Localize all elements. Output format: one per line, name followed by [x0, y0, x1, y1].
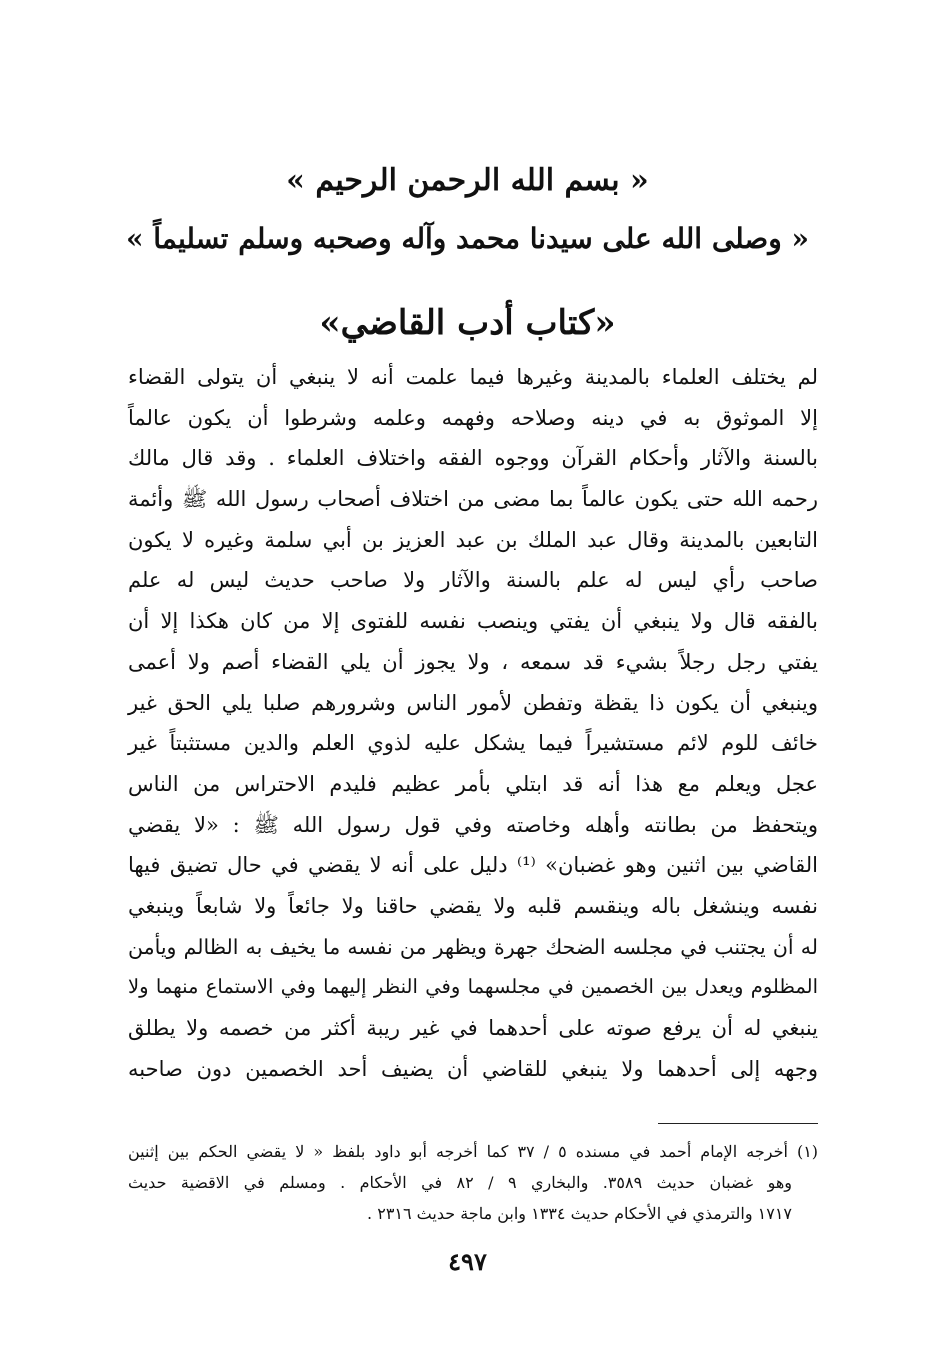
text-line: إلا الموثوق به في دينه وصلاحه وفهمه وعلمه وشرطوا أن يكون عالماً [128, 405, 818, 430]
salawat-heading: « وصلى الله على سيدنا محمد وآله وصحبه وسلم تسليماً » [126, 222, 809, 255]
text-line: وجهه إلى أحدهما ولا ينبغي للقاضي أن يضيف أحد الخصمين دون صاحبه [128, 1056, 818, 1081]
text-line: وينبغي أن يكون ذا يقظة وتفطن لأمور الناس وشرورهم صلبا يلي الحق غير [128, 690, 818, 715]
text-line: ينبغي له أن يرفع صوته على أحدهما في غير ريبة أكثر من خصمه ولا يطلق [128, 1016, 818, 1040]
text-line: عجل ويعلم مع هذا أنه قد ابتلي بأمر عظيم فليدم الاحتراس من الناس [128, 771, 818, 796]
footnote-divider [658, 1123, 818, 1124]
chapter-title: «كتاب أدب القاضي» [319, 303, 616, 343]
text-line: رحمه الله حتى يكون عالماً بما مضى من اختلاف أصحاب رسول الله ﷺ وأئمة [128, 487, 818, 512]
text-line: صاحب رأي ليس له علم بالسنة والآثار ولا صاحب حديث ليس له علم [128, 568, 818, 593]
text-line: بالسنة والآثار وأحكام القرآن ووجوه الفقه واختلاف العلماء . وقد قال مالك [128, 446, 818, 471]
text-line: بالفقه قال ولا ينبغي أن يفتي وينصب نفسه للفتوى إلا من كان هكذا إلا أن [128, 609, 818, 634]
main-text [128, 357, 818, 1089]
footnote-line: (١) أخرجه الإمام أحمد في مسنده ٥ / ٣٧ كما أخرجه أبو داود بلفظ « لا يقضي الحكم بين إثنين [128, 1142, 819, 1161]
text-line: ويتحفظ من بطانته وأهله وخاصته وفي قول رسول الله ﷺ : «لا يقضي [128, 812, 818, 837]
text-line: خائف للوم لائم مستشيراً فيما يشكل عليه لذوي العلم والدين مستثبتاً غير [128, 731, 818, 756]
footnotes [128, 1136, 818, 1229]
footnote-line: وهو غضبان حديث ٣٥٨٩. والبخاري ٩ / ٨٢ في الأحكام . ومسلم في الاقضية حديث [128, 1173, 793, 1192]
text-line: القاضي بين اثنين وهو غضبان» ⁽¹⁾ دليل على أنه لا يقضي في حال تضيق فيها [128, 853, 818, 878]
footnote-line: ١٧١٧ والترمذي في الأحكام حديث ١٣٣٤ وابن ماجة حديث ٢٣١٦ . [367, 1204, 792, 1223]
page-number: ٤٩٧ [448, 1247, 487, 1276]
text-line: نفسه وينشغل باله وينقسم قلبه ولا يقضي حاقنا ولا جائعاً ولا شابعاً وينبغي [128, 893, 818, 918]
basmala-heading: « بسم الله الرحمن الرحيم » [286, 163, 649, 198]
text-line: التابعين بالمدينة وقال عبد الملك بن عبد العزيز بن أبي سلمة وغيره لا يكون [128, 527, 818, 552]
text-line: لم يختلف العلماء بالمدينة وغيرها فيما علمت أنه لا ينبغي أن يتولى القضاء [128, 365, 818, 389]
text-line: يفتي رجل رجلاً بشيء قد سمعه ، ولا يجوز أن يلي القضاء أصم ولا أعمى [128, 649, 818, 674]
text-line: المظلوم ويعدل بين الخصمين في مجلسهما وفي النظر إليهما وفي الاستماع منهما ولا [128, 975, 818, 999]
text-line: له أن يجتنب في مجلسه الضحك جهرة ويظهر من نفسه ما يخيف به الظالم ويأمن [128, 934, 818, 959]
